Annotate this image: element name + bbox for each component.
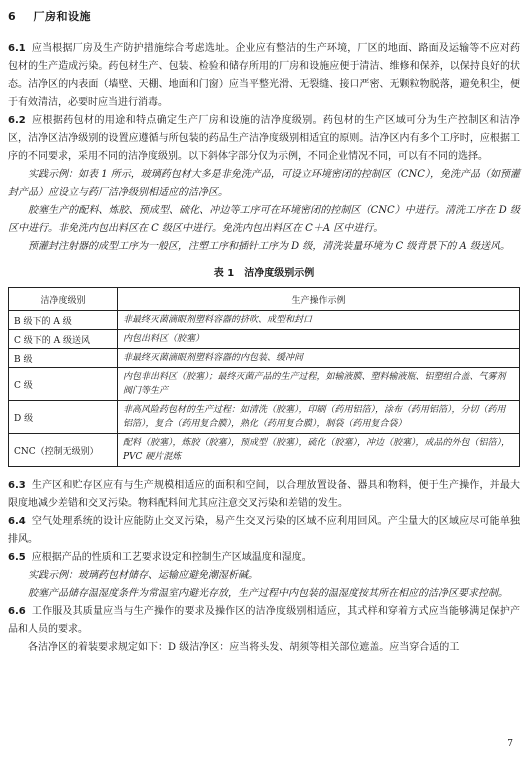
clause-number: 6.1 bbox=[8, 43, 26, 54]
table-caption: 表 1 洁净度级别示例 bbox=[213, 268, 315, 279]
clause-number: 6.4 bbox=[8, 516, 26, 527]
table-row bbox=[9, 330, 520, 349]
clause-number: 6.6 bbox=[8, 606, 26, 617]
operation-cell: 内包非出料区（胶塞）；最终灭菌产品的生产过程，如输液膜、塑料输液瓶、铝塑组合盖、气雾剂阀门等生产 bbox=[118, 368, 520, 401]
clause-6-5 bbox=[8, 549, 520, 567]
table-row bbox=[9, 434, 520, 467]
table-row bbox=[9, 349, 520, 368]
table-header-row bbox=[9, 288, 520, 311]
table-header-cell: 生产操作示例 bbox=[118, 288, 520, 311]
clause-6-2 bbox=[8, 112, 520, 166]
practice-example-4: 实践示例：玻璃药包材储存、运输应避免潮湿析碱。 bbox=[28, 570, 258, 581]
clause-6-3 bbox=[8, 477, 520, 513]
page-number: 7 bbox=[507, 739, 513, 749]
clause-6-1 bbox=[8, 40, 520, 112]
document-body bbox=[8, 40, 520, 657]
level-cell: B 级下的 A 级 bbox=[9, 311, 118, 330]
table-row bbox=[9, 311, 520, 330]
level-cell: C 级 bbox=[9, 368, 118, 401]
operation-cell: 配料（胶塞），炼胶（胶塞），预成型（胶塞），硫化（胶塞），冲边（胶塞），成品的外包（铝箔），PVC 硬片混炼 bbox=[118, 434, 520, 467]
practice-example-3: 预灌封注射器的成型工序为一般区，注塑工序和插针工序为 D 级，清洗装量环境为 C 级背景下的 A 级送风。 bbox=[28, 241, 510, 252]
cleanliness-level-table bbox=[8, 287, 520, 467]
practice-example-2: 胶塞生产的配料、炼胶、预成型、硫化、冲边等工序可在环境密闭的控制区（CNC）中进行。清洗工序在 D 级区中进行。非免洗内包出料区在 C 级区中进行。免洗内包出料区在 C＋A 区中进行。 bbox=[8, 205, 520, 234]
trailing-paragraph: 各洁净区的着装要求规定如下：D 级洁净区：应当将头发、胡须等相关部位遮盖。应当穿合适的工 bbox=[28, 642, 460, 653]
clause-6-4 bbox=[8, 513, 520, 549]
operation-cell: 内包出料区（胶塞） bbox=[118, 330, 520, 349]
clause-text: 应根据药包材的用途和特点确定生产厂房和设施的洁净度级别。药包材的生产区域可分为生产控制区和洁净区，洁净区洁净级别的设置应遵循与所包装的药品生产洁净度级别相适宜的原则。洁净区内有多个工序时，应根据工序的不同要求，采用不同的洁净度级别。以下斜体字部分仅为示例，不同企业情况不同，可以有不同的选择。 bbox=[8, 115, 520, 162]
clause-number: 6.5 bbox=[8, 552, 26, 563]
clause-number: 6.3 bbox=[8, 480, 26, 491]
clause-text: 生产区和贮存区应有与生产规模相适应的面积和空间，以合理放置设备、器具和物料，便于生产操作，并最大限度地减少差错和交叉污染。物料配料间尤其应注意交叉污染和差错的发生。 bbox=[8, 480, 520, 509]
clause-text: 空气处理系统的设计应能防止交叉污染，易产生交叉污染的区域不应利用回风。产尘量大的区域应尽可能单独排风。 bbox=[8, 516, 520, 545]
clause-6-6 bbox=[8, 603, 520, 639]
section-heading bbox=[8, 8, 91, 24]
operation-cell: 非最终灭菌滴眼剂塑料容器的内包装、缓冲间 bbox=[118, 349, 520, 368]
level-cell: C 级下的 A 级送风 bbox=[9, 330, 118, 349]
clause-text: 工作服及其质量应当与生产操作的要求及操作区的洁净度级别相适应，其式样和穿着方式应当能够满足保护产品和人员的要求。 bbox=[8, 606, 520, 635]
practice-example-5: 胶塞产品储存温湿度条件为常温室内避光存放，生产过程中内包装的温湿度按其所在相应的洁净区要求控制。 bbox=[28, 588, 508, 599]
practice-example-1: 实践示例：如表 1 所示，玻璃药包材大多是非免洗产品，可设立环境密闭的控制区（CNC），免洗产品（如预灌封产品）应设立与药厂洁净级别相适应的洁净区。 bbox=[8, 169, 520, 198]
table-header-cell: 洁净度级别 bbox=[9, 288, 118, 311]
clause-number: 6.2 bbox=[8, 115, 26, 126]
clause-text: 应根据产品的性质和工艺要求设定和控制生产区域温度和湿度。 bbox=[31, 552, 312, 563]
operation-cell: 非最终灭菌滴眼剂塑料容器的挤吹、成型和封口 bbox=[118, 311, 520, 330]
level-cell: D 级 bbox=[9, 401, 118, 434]
operation-cell: 非高风险药包材的生产过程：如清洗（胶塞），印刷（药用铝箔），涂布（药用铝箔），分切（药用铝箔），复合（药用复合膜），熟化（药用复合膜），制袋（药用复合袋） bbox=[118, 401, 520, 434]
section-title: 厂房和设施 bbox=[33, 10, 91, 23]
level-cell: B 级 bbox=[9, 349, 118, 368]
level-cell: CNC（控制无级别） bbox=[9, 434, 118, 467]
section-number: 6 bbox=[8, 10, 17, 23]
clause-text: 应当根据厂房及生产防护措施综合考虑选址。企业应有整洁的生产环境，厂区的地面、路面及运输等不应对药包材的生产造成污染。药包材生产、包装、检验和储存所用的厂房和设施应便于清洁、维修和保养，以保持良好的状态。洁净区的内表面（墙壁、天棚、地面和门窗）应当平整光滑、无裂缝、接口严密、无颗粒物脱落，避免积尘，便于有效清洁，必要时应当进行消毒。 bbox=[8, 43, 520, 108]
table-row bbox=[9, 368, 520, 401]
table-row bbox=[9, 401, 520, 434]
